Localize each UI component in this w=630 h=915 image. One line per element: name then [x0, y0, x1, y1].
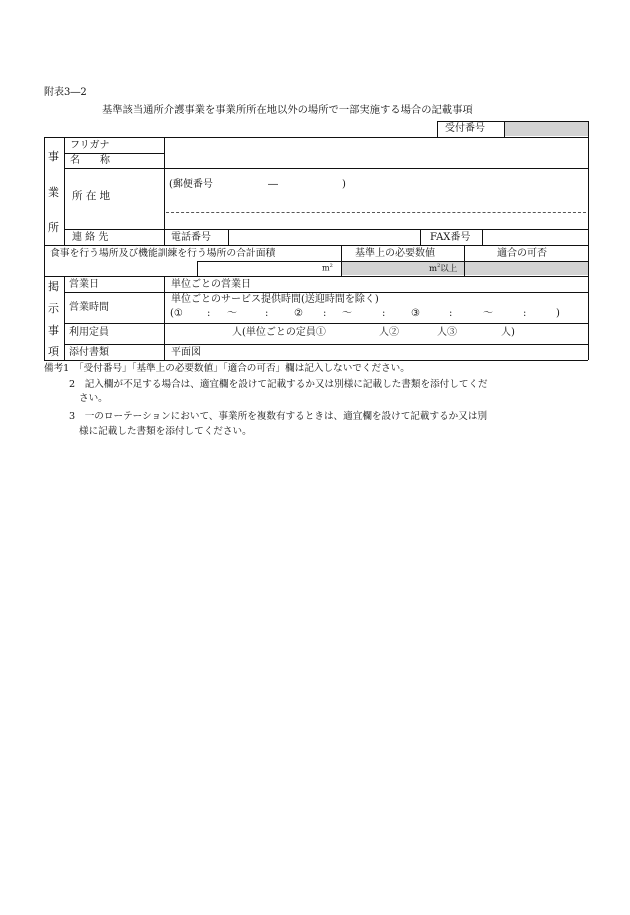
attachment-label: 添付書類 [69, 347, 109, 358]
business-hours-label: 営業時間 [69, 302, 109, 313]
office-group-char: 業 [48, 186, 59, 199]
postal-code-label: (郵便番号 [169, 179, 213, 190]
phone-label: 電話番号 [171, 232, 211, 243]
address-label: 所 在 地 [72, 190, 111, 202]
receipt-number-label: 受付番号 [445, 123, 485, 134]
capacity-text: 人(単位ごとの定員① [232, 327, 326, 338]
capacity-label: 利用定員 [69, 327, 109, 338]
hours-slot-part: : [449, 308, 453, 319]
total-area-label: 食事を行う場所及び機能訓練を行う場所の合計面積 [50, 248, 276, 259]
hours-slot-part: : [323, 308, 327, 319]
note-1: 備考1 「受付番号」「基準上の必要数値」「適合の可否」欄は記入しないでください。 [44, 363, 410, 374]
business-hours-caption: 単位ごとのサービス提供時間(送迎時間を除く) [171, 294, 379, 305]
hours-slot-part: ③ [411, 308, 420, 319]
hours-slot-part: ～ [483, 308, 493, 319]
eligibility-label: 適合の可否 [497, 248, 547, 259]
required-area-unit: $m^2$以上 [429, 263, 458, 274]
fax-field[interactable] [483, 230, 587, 244]
total-area-field[interactable] [198, 262, 318, 275]
receipt-number-field[interactable] [504, 121, 588, 136]
posting-group-char: 示 [48, 302, 59, 315]
attachment-value: 平面図 [171, 347, 201, 358]
office-group-char: 所 [48, 221, 59, 234]
postal-code-close: ) [342, 179, 346, 190]
business-days-value: 単位ごとの営業日 [171, 279, 251, 290]
appendix-label: 附表3―2 [44, 87, 87, 98]
area-unit: $m^2$ [322, 263, 333, 273]
furigana-field[interactable] [165, 138, 587, 152]
hours-slot-part: ② [294, 308, 303, 319]
posting-group-char: 事 [48, 324, 59, 337]
fax-label: FAX番号 [430, 232, 471, 243]
name-field[interactable] [165, 154, 587, 167]
office-group-char: 事 [48, 150, 59, 163]
hours-slot-part: (① [170, 308, 183, 319]
hours-slot-part: : [265, 308, 269, 319]
hours-slot-part: : [382, 308, 386, 319]
furigana-label: フリガナ [70, 140, 110, 151]
capacity-text: 人③ [437, 327, 457, 338]
page-title: 基準該当通所介護事業を事業所所在地以外の場所で一部実施する場合の記載事項 [102, 104, 473, 116]
note-3: 3 一のローテーションにおいて、事業所を複数有するときは、適宜欄を設けて記載するか又は別 [69, 411, 488, 422]
hours-slot-part: : [523, 308, 527, 319]
capacity-text: 人) [501, 327, 515, 338]
address-field[interactable] [166, 214, 586, 228]
posting-group-char: 項 [48, 345, 59, 358]
capacity-text: 人② [379, 327, 399, 338]
required-value-label: 基準上の必要数値 [355, 248, 435, 259]
name-label: 名 称 [70, 155, 110, 166]
contact-label: 連 絡 先 [72, 232, 109, 243]
hours-slot-part: ～ [227, 308, 237, 319]
note-2-cont: さい。 [79, 393, 108, 404]
hours-slot-part: ～ [342, 308, 352, 319]
phone-field[interactable] [229, 230, 419, 244]
note-2: 2 記入欄が不足する場合は、適宜欄を設けて記載するか又は別様に記載した書類を添付してくだ [69, 379, 488, 390]
hours-slot-part: ) [556, 308, 560, 319]
posting-group-char: 掲 [48, 280, 59, 293]
hours-slot-part: : [207, 308, 211, 319]
note-3-cont: 様に記載した書類を添付してください。 [79, 426, 252, 437]
postal-code-dash: ― [268, 179, 278, 190]
business-days-label: 営業日 [69, 279, 99, 290]
